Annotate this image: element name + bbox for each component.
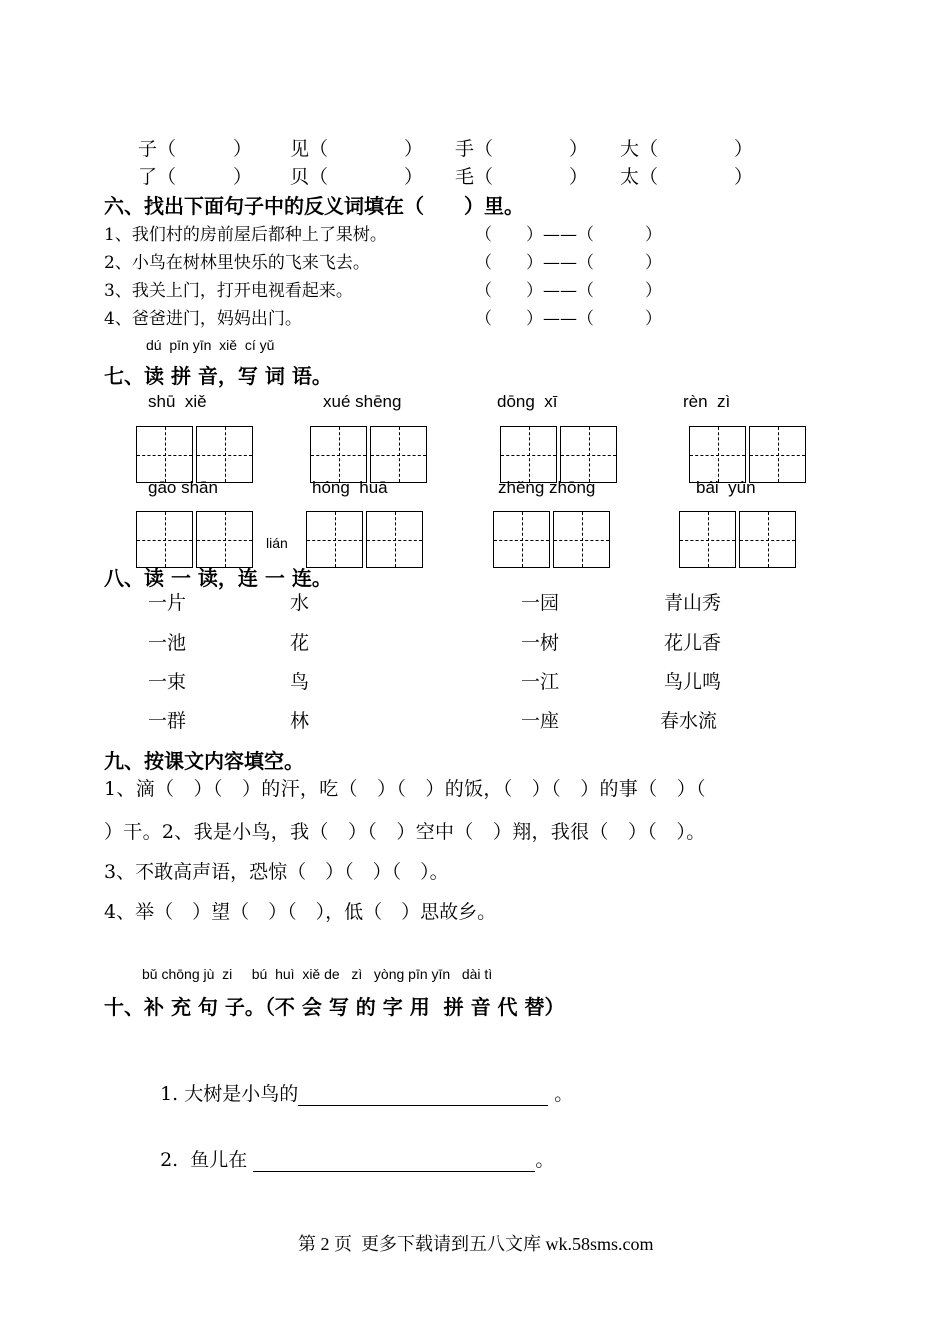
sec7-pinyin-3: dōng xī <box>497 392 558 411</box>
sec10-title-pinyin: bǔ chōng jù zi bú huì xiě de zì yòng pīn yīn dài tì <box>142 966 493 982</box>
sec7-pinyin-8: bái yún <box>696 478 756 497</box>
writing-cell[interactable] <box>136 426 193 483</box>
writing-cell[interactable] <box>196 511 253 568</box>
sec9-title: 九、按课文内容填空。 <box>104 749 304 773</box>
sec5-row2-col4: 太（ ） <box>620 166 754 188</box>
sec8-left-a-1[interactable]: 一片 <box>148 592 187 614</box>
sec7-pinyin-7: zhěng zhōng <box>498 478 596 497</box>
sec8-title-pinyin: lián <box>266 535 288 551</box>
sec7-pinyin-6: hóng huā <box>312 478 388 497</box>
sec8-right-b-3[interactable]: 鸟儿鸣 <box>664 671 722 693</box>
sec6-blank-3[interactable]: （ ）——（ ） <box>475 281 662 301</box>
writing-cell[interactable] <box>553 511 610 568</box>
writing-cell[interactable] <box>136 511 193 568</box>
sec6-item-1: 1、我们村的房前屋后都种上了果树。 <box>104 225 387 245</box>
sec8-right-b-2[interactable]: 花儿香 <box>664 632 722 654</box>
writing-cell[interactable] <box>370 426 427 483</box>
sec10-item-2-prefix: 2. 鱼儿在 <box>160 1149 254 1171</box>
sec7-pinyin-5: gāo shān <box>148 478 218 497</box>
sec8-left-b-3[interactable]: 鸟 <box>290 671 310 693</box>
sec6-blank-1[interactable]: （ ）——（ ） <box>475 225 662 245</box>
sec5-row1-col1: 子（ ） <box>138 138 253 160</box>
sec9-line-1: 1、滴（ ）（ ）的汗，吃（ ）（ ）的饭，（ ）（ ）的事（ ）（ <box>104 778 706 800</box>
sec8-right-a-3[interactable]: 一江 <box>521 671 560 693</box>
sec8-left-a-4[interactable]: 一群 <box>148 710 187 732</box>
sec8-left-b-1[interactable]: 水 <box>290 592 310 614</box>
writing-cell[interactable] <box>689 426 746 483</box>
sec10-item-2 <box>148 1123 554 1172</box>
sec5-row1-col4: 大（ ） <box>620 138 754 160</box>
sec5-row1-col2: 见（ ） <box>290 138 424 160</box>
answer-line-1[interactable] <box>298 1087 548 1106</box>
sec6-item-3: 3、我关上门，打开电视看起来。 <box>104 281 353 301</box>
sec8-left-b-4[interactable]: 林 <box>290 710 310 732</box>
sec10-item-1-suffix: 。 <box>548 1083 574 1105</box>
sec9-line-4: 4、举（ ）望（ ）（ ），低（ ）思故乡。 <box>104 901 497 923</box>
sec8-left-b-2[interactable]: 花 <box>290 632 310 654</box>
sec7-title: 七、读 拼 音，写 词 语。 <box>104 364 332 388</box>
sec6-blank-2[interactable]: （ ）——（ ） <box>475 253 662 273</box>
sec7-pinyin-2: xué shēng <box>323 392 402 411</box>
sec6-item-4: 4、爸爸进门，妈妈出门。 <box>104 309 302 329</box>
sec8-right-a-2[interactable]: 一树 <box>521 632 560 654</box>
sec6-blank-4[interactable]: （ ）——（ ） <box>475 309 662 329</box>
sec10-item-1 <box>148 1057 573 1106</box>
sec8-right-b-1[interactable]: 青山秀 <box>664 592 722 614</box>
sec6-item-2: 2、小鸟在树林里快乐的飞来飞去。 <box>104 253 370 273</box>
sec9-line-2: ）干。2、我是小鸟，我（ ）（ ）空中（ ）翔，我很（ ）（ ）。 <box>104 821 706 843</box>
sec7-title-pinyin: dú pīn yīn xiě cí yǔ <box>146 337 275 353</box>
sec5-row2-col3: 毛（ ） <box>455 166 589 188</box>
sec8-left-a-3[interactable]: 一束 <box>148 671 187 693</box>
sec6-title: 六、找出下面句子中的反义词填在（ ）里。 <box>104 194 524 218</box>
writing-cell[interactable] <box>749 426 806 483</box>
writing-cell[interactable] <box>739 511 796 568</box>
sec10-title: 十、补 充 句 子。（不 会 写 的 字 用 拼 音 代 替） <box>104 995 565 1019</box>
writing-cell[interactable] <box>196 426 253 483</box>
writing-cell[interactable] <box>306 511 363 568</box>
sec9-line-3: 3、不敢高声语，恐惊（ ）（ ）（ ）。 <box>104 861 449 883</box>
sec8-left-a-2[interactable]: 一池 <box>148 632 187 654</box>
writing-cell[interactable] <box>310 426 367 483</box>
writing-cell[interactable] <box>493 511 550 568</box>
sec8-right-a-4[interactable]: 一座 <box>521 710 560 732</box>
sec8-right-a-1[interactable]: 一园 <box>521 592 560 614</box>
writing-cell[interactable] <box>560 426 617 483</box>
writing-cell[interactable] <box>679 511 736 568</box>
sec7-pinyin-1: shū xiě <box>148 392 207 411</box>
sec5-row1-col3: 手（ ） <box>455 138 589 160</box>
writing-cell[interactable] <box>366 511 423 568</box>
sec8-right-b-4[interactable]: 春水流 <box>660 710 718 732</box>
sec5-row2-col1: 了（ ） <box>138 166 253 188</box>
page-footer: 第 2 页 更多下载请到五八文库 wk.58sms.com <box>298 1234 654 1254</box>
sec10-item-2-suffix: 。 <box>535 1149 555 1171</box>
sec7-pinyin-4: rèn zì <box>683 392 731 411</box>
answer-line-2[interactable] <box>253 1153 535 1172</box>
sec10-item-1-prefix: 1. 大树是小鸟的 <box>160 1083 299 1105</box>
sec5-row2-col2: 贝（ ） <box>290 166 424 188</box>
writing-cell[interactable] <box>500 426 557 483</box>
sec8-title: 八、读 一 读，连 一 连。 <box>104 566 332 590</box>
